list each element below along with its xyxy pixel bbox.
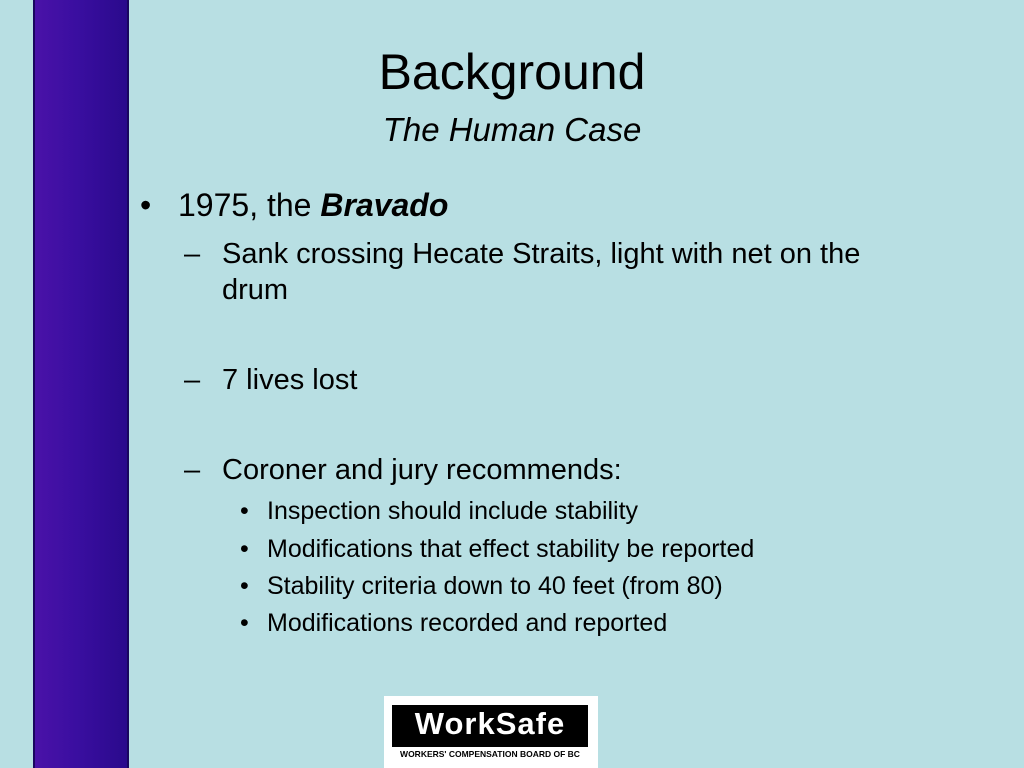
sub-bullet-text: Coroner and jury recommends: (222, 454, 622, 486)
recommendation-text: Inspection should include stability (267, 497, 639, 525)
recommendation-text: Stability criteria down to 40 feet (from 80) (267, 572, 723, 600)
sub-bullet-text: Sank crossing Hecate Straits, light with net on the drum (222, 238, 861, 306)
slide-subtitle: The Human Case (382, 111, 642, 148)
bullet-glyph: • (240, 572, 249, 600)
slide-title: Background (378, 44, 646, 100)
bullet-glyph: • (240, 535, 249, 563)
dash-glyph: – (184, 238, 201, 270)
recommendation-text: Modifications recorded and reported (267, 609, 668, 637)
dash-glyph: – (184, 454, 201, 486)
logo-tagline: WORKERS' COMPENSATION BOARD OF BC (392, 747, 588, 761)
bullet-glyph: • (240, 609, 249, 637)
sidebar-accent-bar (33, 0, 129, 768)
bullet-glyph: • (140, 187, 152, 223)
sub-bullet-text: 7 lives lost (222, 364, 358, 396)
logo-wordmark: WorkSafe (414, 706, 566, 741)
worksafe-logo (384, 696, 598, 768)
vessel-name: Bravado (320, 187, 449, 223)
dash-glyph: – (184, 364, 201, 396)
logo-plate (392, 705, 588, 761)
bullet-glyph: • (240, 497, 249, 525)
bullet-text (178, 183, 448, 227)
bullet-prefix: 1975, the (178, 187, 321, 223)
recommendation-text: Modifications that effect stability be reported (267, 535, 755, 563)
